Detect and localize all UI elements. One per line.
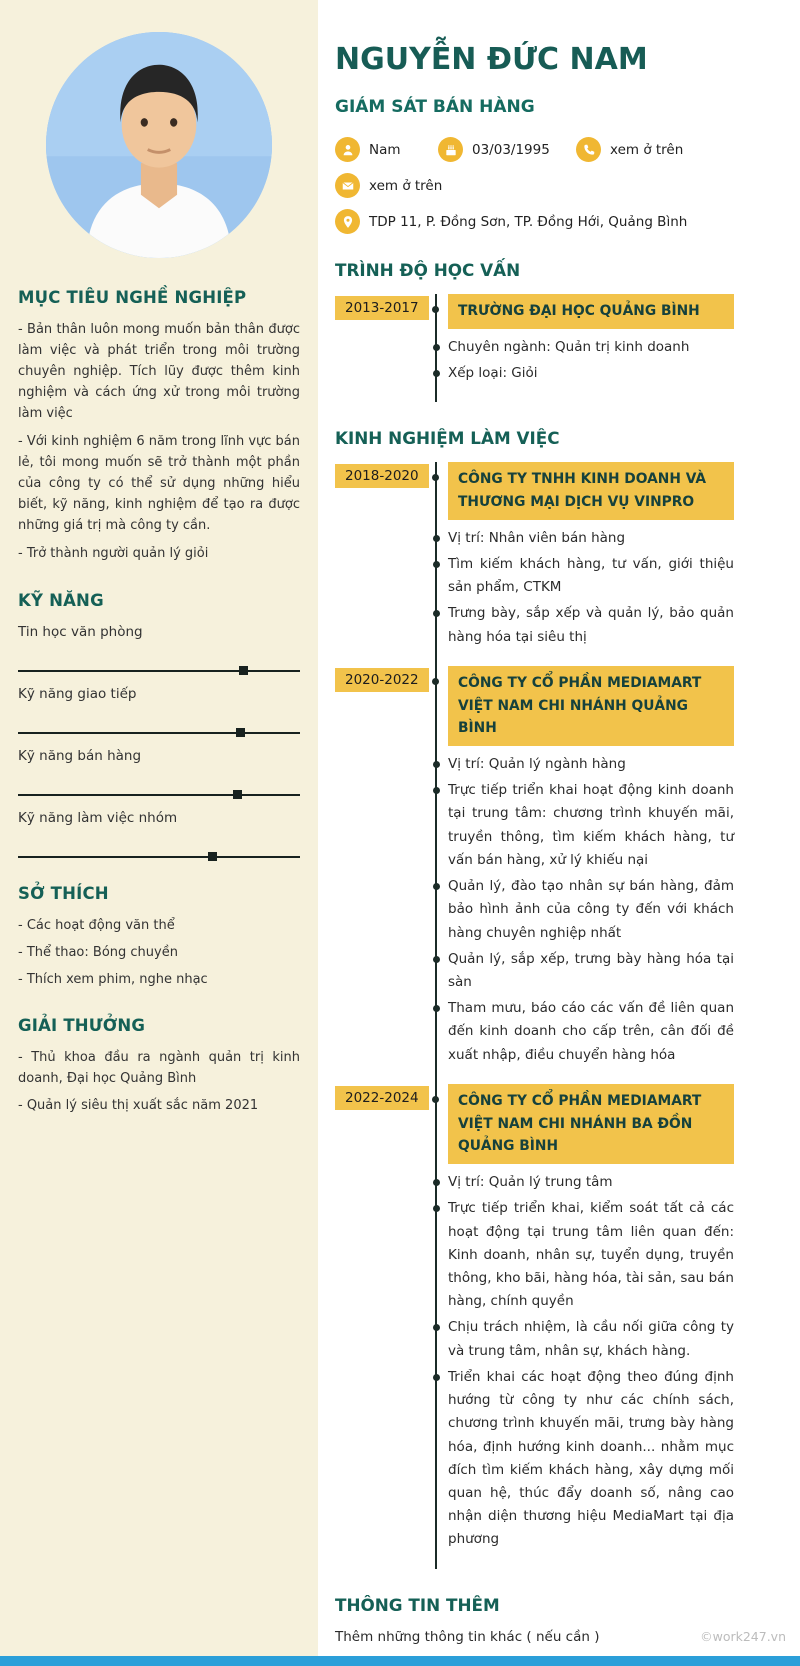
award-item: - Thủ khoa đầu ra ngành quản trị kinh doanh, Đại học Quảng Bình <box>18 1049 300 1086</box>
additional-note: Thêm những thông tin khác ( nếu cần ) <box>335 1628 600 1645</box>
hobbies-section <box>18 884 300 990</box>
experience-detail: Trực tiếp triển khai hoạt động kinh doanh tại trung tâm: chương trình khuyến mãi, truyền thông, tìm kiếm khách hàng, tư vấn bán hàng, xử lý khiếu nại <box>448 779 734 872</box>
contact-info <box>335 137 734 234</box>
experience-detail: Tham mưu, báo cáo các vấn đề liên quan đến kinh doanh cho cấp trên, cân đối đề xuất nhập, điều chuyển hàng hóa <box>448 997 734 1067</box>
contact-value: xem ở trên <box>369 177 443 194</box>
person-name: NGUYỄN ĐỨC NAM <box>335 42 648 77</box>
education-timeline <box>335 294 734 402</box>
experience-timeline <box>335 462 734 1568</box>
contact-email <box>335 173 442 198</box>
phone-icon <box>576 137 601 162</box>
additional-title: THÔNG TIN THÊM <box>335 1594 500 1615</box>
entry-content <box>435 666 734 1084</box>
contact-row <box>335 209 734 234</box>
period-column <box>335 462 435 666</box>
entry-content <box>435 294 734 402</box>
skill-item <box>18 624 300 672</box>
skill-slider <box>18 670 300 672</box>
profile-photo <box>46 32 272 258</box>
hobby-item: - Thể thao: Bóng chuyền <box>18 944 178 960</box>
awards-title: GIẢI THƯỞNG <box>18 1015 146 1035</box>
experience-detail: Vị trí: Quản lý ngành hàng <box>448 753 734 776</box>
period-badge: 2020-2022 <box>335 668 429 692</box>
main-column <box>318 0 800 1645</box>
contact-row <box>335 137 734 162</box>
contact-phone <box>576 137 683 162</box>
bottom-bar <box>0 1656 800 1666</box>
experience-entry <box>335 666 734 1084</box>
watermark: ©work247.vn <box>700 1629 786 1644</box>
company-name: CÔNG TY TNHH KINH DOANH VÀ THƯƠNG MẠI DỊCH VỤ VINPRO <box>448 462 734 520</box>
skill-slider-handle <box>236 728 245 737</box>
contact-row <box>335 173 734 198</box>
period-badge: 2022-2024 <box>335 1086 429 1110</box>
experience-detail: Quản lý, sắp xếp, trưng bày hàng hóa tại sàn <box>448 948 734 994</box>
contact-gender <box>335 137 438 162</box>
period-badge: 2018-2020 <box>335 464 429 488</box>
gender-icon <box>335 137 360 162</box>
experience-detail: Triển khai các hoạt động theo đúng định hướng từ công ty như các chính sách, chương trình khuyến mãi, trưng bày hàng hóa, định hướng kinh doanh... nhằm mục đích tìm kiếm khách hàng, xây dựng mối quan hệ, thúc đẩy doanh số, nâng cao nhận diện thương hiệu MediaMart tại địa phương <box>448 1366 734 1552</box>
experience-entry <box>335 462 734 666</box>
awards-section <box>18 1016 300 1116</box>
entry-content <box>435 462 734 666</box>
skill-label: Kỹ năng làm việc nhóm <box>18 809 178 826</box>
period-column <box>335 294 435 402</box>
objective-section <box>18 288 300 565</box>
hobby-item: - Thích xem phim, nghe nhạc <box>18 971 208 987</box>
experience-detail: Vị trí: Nhân viên bán hàng <box>448 527 734 550</box>
skill-slider-handle <box>239 666 248 675</box>
skill-slider <box>18 856 300 858</box>
sidebar <box>0 0 318 1656</box>
hobby-item: - Các hoạt động văn thể <box>18 917 175 933</box>
skill-label: Kỹ năng bán hàng <box>18 747 142 764</box>
skills-title: KỸ NĂNG <box>18 590 104 610</box>
objective-title: MỤC TIÊU NGHỀ NGHIỆP <box>18 288 247 307</box>
skill-label: Kỹ năng giao tiếp <box>18 685 137 702</box>
hobbies-title: SỞ THÍCH <box>18 883 109 903</box>
skill-slider-handle <box>208 852 217 861</box>
experience-detail: Tìm kiếm khách hàng, tư vấn, giới thiệu sản phẩm, CTKM <box>448 553 734 599</box>
objective-paragraph: - Bản thân luôn mong muốn bản thân được làm việc và phát triển trong môi trường chuyên nghiệp. Tích lũy được thêm kinh nghiệm và cách ứng xử trong môi trường làm việc <box>18 322 300 422</box>
contact-value: TDP 11, P. Đồng Sơn, TP. Đồng Hới, Quảng Bình <box>369 213 688 230</box>
avatar <box>46 32 272 258</box>
location-icon <box>335 209 360 234</box>
education-detail: Xếp loại: Giỏi <box>448 362 734 385</box>
period-badge: 2013-2017 <box>335 296 429 320</box>
company-name: CÔNG TY CỔ PHẦN MEDIAMART VIỆT NAM CHI NHÁNH QUẢNG BÌNH <box>448 666 734 746</box>
award-item: - Quản lý siêu thị xuất sắc năm 2021 <box>18 1097 259 1113</box>
experience-title: KINH NGHIỆM LÀM VIỆC <box>335 428 560 449</box>
education-entry <box>335 294 734 402</box>
experience-entry <box>335 1084 734 1569</box>
skill-slider-handle <box>233 790 242 799</box>
contact-value: xem ở trên <box>610 141 684 158</box>
birthday-icon <box>438 137 463 162</box>
contact-value: Nam <box>369 141 401 158</box>
skill-item <box>18 686 300 734</box>
skills-section <box>18 591 300 858</box>
experience-detail: Chịu trách nhiệm, là cầu nối giữa công ty và trung tâm, nhân sự, khách hàng. <box>448 1316 734 1362</box>
objective-paragraph: - Trở thành người quản lý giỏi <box>18 546 209 562</box>
experience-detail: Vị trí: Quản lý trung tâm <box>448 1171 734 1194</box>
person-position: GIÁM SÁT BÁN HÀNG <box>335 97 535 117</box>
experience-detail: Trưng bày, sắp xếp và quản lý, bảo quản hàng hóa tại siêu thị <box>448 602 734 648</box>
contact-value: 03/03/1995 <box>472 141 550 158</box>
education-detail: Chuyên ngành: Quản trị kinh doanh <box>448 336 734 359</box>
email-icon <box>335 173 360 198</box>
skill-item <box>18 748 300 796</box>
contact-address <box>335 209 687 234</box>
entry-content <box>435 1084 734 1569</box>
period-column <box>335 666 435 1084</box>
objective-paragraph: - Với kinh nghiệm 6 năm trong lĩnh vực bán lẻ, tôi mong muốn sẽ trở thành một phần của công ty có thể sử dụng những hiểu biết, kỹ năng, kinh nghiệm để tạo ra được những giá trị mà công ty cần. <box>18 434 300 534</box>
company-name: CÔNG TY CỔ PHẦN MEDIAMART VIỆT NAM CHI NHÁNH BA ĐỒN QUẢNG BÌNH <box>448 1084 734 1164</box>
skill-label: Tin học văn phòng <box>18 623 143 640</box>
skill-item <box>18 810 300 858</box>
period-column <box>335 1084 435 1569</box>
skill-slider <box>18 732 300 734</box>
education-title: TRÌNH ĐỘ HỌC VẤN <box>335 260 521 280</box>
experience-detail: Trực tiếp triển khai, kiểm soát tất cả các hoạt động tại trung tâm liên quan đến: Kinh doanh, nhân sự, tuyển dụng, truyền thông, kho bãi, hàng hóa, tài sản, sau bán hàng, chính quyền <box>448 1197 734 1313</box>
school-name: TRƯỜNG ĐẠI HỌC QUẢNG BÌNH <box>448 294 734 329</box>
experience-detail: Quản lý, đào tạo nhân sự bán hàng, đảm bảo hình ảnh của công ty đến với khách hàng chuyên nghiệp nhất <box>448 875 734 945</box>
contact-birthday <box>438 137 576 162</box>
skill-slider <box>18 794 300 796</box>
